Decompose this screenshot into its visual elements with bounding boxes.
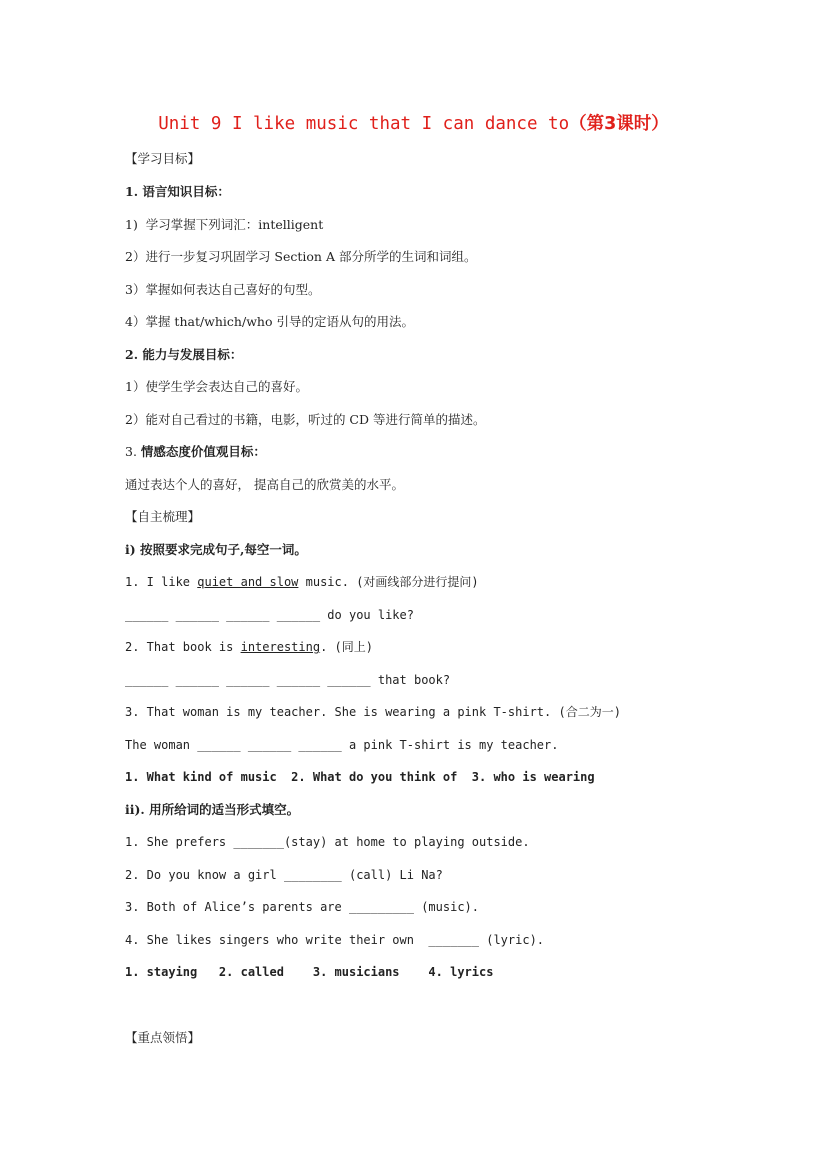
goal2-item: 2）能对自己看过的书籍，电影，听过的 CD 等进行简单的描述。 bbox=[125, 412, 486, 427]
q1-text-start: 1. I like bbox=[125, 575, 198, 589]
q2-text-start: 2. That book is bbox=[125, 640, 241, 654]
goal3-heading-text: 情感态度价值观目标： bbox=[140, 444, 266, 459]
goal1-item: 2）进行一步复习巩固学习 Section A 部分所学的生词和词组。 bbox=[125, 249, 477, 264]
goal1-heading: 1. 语言知识目标： bbox=[125, 184, 230, 199]
exercise2-item: 4. She likes singers who write their own _______ (lyric). bbox=[125, 933, 545, 947]
goal3-number: 3. bbox=[125, 444, 137, 459]
page-title bbox=[0, 110, 827, 135]
exercise2-item: 3. Both of Alice’s parents are _________ (music). bbox=[125, 900, 480, 914]
exercise1-question-3: 3. That woman is my teacher. She is wearing a pink T-shirt. (合二为一) bbox=[125, 705, 621, 719]
goal2-item: 1）使学生学会表达自己的喜好。 bbox=[125, 379, 308, 394]
exercise2-item: 1. She prefers _______(stay) at home to playing outside. bbox=[125, 835, 530, 849]
exercise1-answer-line-1: ______ ______ ______ ______ do you like? bbox=[125, 608, 414, 622]
goal3-heading bbox=[125, 443, 266, 461]
goal1-item: 3）掌握如何表达自己喜好的句型。 bbox=[125, 282, 321, 297]
exercise1-question-1 bbox=[125, 573, 479, 591]
q2-underlined: interesting bbox=[240, 640, 321, 654]
q1-underlined: quiet and slow bbox=[197, 575, 299, 589]
section-heading-goals: 【学习目标】 bbox=[125, 151, 201, 166]
exercise1-question-2 bbox=[125, 638, 373, 656]
exercise2-heading: ii). 用所给词的适当形式填空。 bbox=[125, 802, 300, 817]
title-lesson: （第3课时） bbox=[569, 114, 669, 134]
title-english: Unit 9 I like music that I can dance to bbox=[158, 114, 570, 134]
goal3-text: 通过表达个人的喜好， 提高自己的欣赏美的水平。 bbox=[125, 477, 404, 492]
section-heading-key-points: 【重点领悟】 bbox=[125, 1030, 201, 1045]
goal2-heading: 2. 能力与发展目标： bbox=[125, 347, 243, 362]
exercise1-answer-line-2: ______ ______ ______ ______ ______ that book? bbox=[125, 673, 451, 687]
q1-text-end: music. (对画线部分进行提问) bbox=[298, 575, 479, 589]
goal1-item: 1) 学习掌握下列词汇：intelligent bbox=[125, 217, 324, 232]
exercise1-answers: 1. What kind of music 2. What do you think of 3. who is wearing bbox=[125, 770, 595, 784]
exercise2-answers: 1. staying 2. called 3. musicians 4. lyrics bbox=[125, 965, 494, 979]
exercise2-item: 2. Do you know a girl ________ (call) Li Na? bbox=[125, 868, 443, 882]
exercise1-answer-line-3: The woman ______ ______ ______ a pink T-shirt is my teacher. bbox=[125, 738, 559, 752]
q2-text-end: . (同上) bbox=[320, 640, 373, 654]
section-heading-self-study: 【自主梳理】 bbox=[125, 509, 201, 524]
exercise1-heading: i) 按照要求完成句子,每空一词。 bbox=[125, 542, 307, 557]
goal1-item: 4）掌握 that/which/who 引导的定语从句的用法。 bbox=[125, 314, 414, 329]
